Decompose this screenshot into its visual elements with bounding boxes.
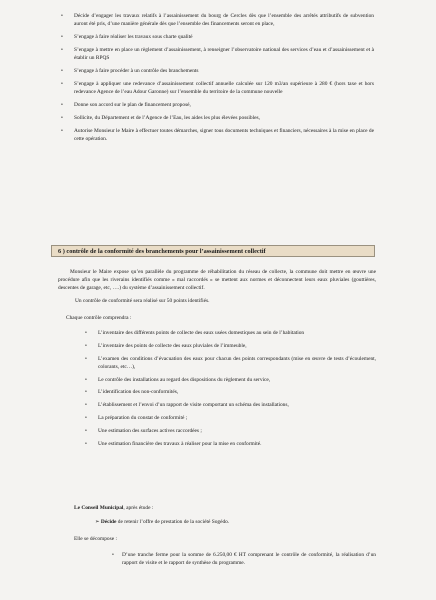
council-label: Le Conseil Municipal (74, 505, 124, 511)
bullet-icon: • (112, 552, 114, 558)
list-item-text: Autorise Monsieur le Maire à effectuer toutes démarches, signer tous documents techniques et financiers, nécessaires à la mise en place de cette opération. (74, 127, 374, 143)
bullet-icon: • (61, 127, 63, 134)
tranche-item (112, 551, 376, 567)
list-item-text: L’inventaire des points de collecte des eaux pluviales de l’immeuble, (98, 342, 247, 349)
list-item-text: S’engage à appliquer une redevance d’assainissement collectif annuelle calculée sur 120 m3/an supérieure à 280 € (hors taxe et hors redevance Agence de l’eau Adour Garonne) sur l’ensemble du territoire de la commune nouvelle (74, 80, 374, 96)
list-item (82, 401, 376, 409)
tranche-text: D’une tranche ferme pour la somme de 6.250,00 € HT comprenant le contrôle de conformité, la réalisation d’un rapport de visite et le rapport de synthèse du programme. (122, 552, 376, 566)
list-item (58, 33, 374, 41)
list-item (82, 414, 376, 422)
bullet-icon: • (61, 68, 63, 75)
bullet-icon: • (61, 114, 63, 121)
intro-paragraph: Monsieur le Maire expose qu’en parallèle du programme de réhabilitation du réseau de collecte, la commune doit mettre en œuvre une procédure afin que les riverains identifiés comme « mal raccordés » se mettent aux normes et déconnectent leurs eaux pluviales (gouttières, descentes de garage, etc, ….) du système d’assainissement collectif. (58, 269, 376, 291)
list-item-text: Une estimation des surfaces actives raccordées ; (98, 427, 202, 434)
bullet-icon: • (61, 46, 63, 53)
list-item-text: Décide d’engager les travaux relatifs à l’assainissement du bourg de Cercles dès que l’ensemble des arrêtés attributifs de subvention auront été pris, d’une manière générale dès que l’ensemble des financements seront en place, (74, 13, 374, 28)
list-item (82, 376, 376, 384)
bullet-icon: • (61, 102, 63, 109)
bullet-icon: • (61, 34, 63, 41)
list-item (82, 388, 376, 396)
bullet-icon: • (61, 13, 63, 19)
list-item-text: Sollicite, du Département et de l’Agence de l’Eau, les aides les plus élevées possibles, (74, 114, 260, 121)
list-item (58, 114, 374, 122)
list-item (58, 101, 374, 109)
section-heading: 6 ) contrôle de la conformité des branchements pour l’assainissement collectif (51, 245, 375, 257)
bullet-icon: • (61, 80, 63, 87)
list-item (58, 127, 374, 143)
resolution-bullet-list (58, 12, 374, 148)
bullet-icon: • (85, 389, 87, 396)
list-item (82, 355, 376, 371)
list-item (58, 46, 374, 62)
list-item (58, 67, 374, 75)
list-item-text: S’engage à faire procéder à un contrôle des branchements (74, 68, 199, 75)
decision-word: Décide (100, 519, 117, 525)
list-item-text: L’inventaire des différents points de collecte des eaux usées domestiques au sein de l’habitation (98, 330, 305, 336)
control-includes-label: Chaque contrôle comprendra : (66, 315, 132, 321)
bullet-icon: • (85, 427, 87, 434)
bullet-icon: • (85, 376, 87, 383)
list-item-text: La préparation du constat de conformité ; (98, 414, 188, 421)
list-item-text: L’établissement et l’envoi d’un rapport de visite comportant un schéma des installations, (98, 402, 289, 409)
list-item (82, 329, 376, 337)
list-item-text: L’examen des conditions d’évacuation des eaux pour chacun des points correspondants (mise en œuvre de tests d’écoulement, colorants, etc…), (98, 355, 376, 370)
list-item (82, 440, 376, 448)
control-items-list (82, 329, 376, 452)
bullet-icon: • (85, 342, 87, 349)
bullet-icon: • (85, 330, 87, 336)
list-item-text: Le contrôle des installations au regard des dispositions du règlement du service, (98, 376, 271, 383)
list-item-text: S’engage à faire réaliser les travaux sous charte qualité (74, 34, 193, 41)
decision-rest: de retenir l’offre de prestation de la société Sogédo. (116, 519, 230, 525)
list-item (58, 80, 374, 96)
list-item-text: S’engage à mettre en place un règlement d’assainissement, à renseigner l’observatoire national des services d’eau et d’assainissement et à établir un RPQS (74, 46, 374, 62)
bullet-icon: • (85, 355, 87, 362)
arrow-bullet-icon: ➢ (95, 519, 101, 525)
list-item (82, 427, 376, 435)
list-item (82, 342, 376, 350)
decision-line (95, 518, 229, 526)
decompose-label: Elle se décompose : (74, 536, 117, 542)
list-item-text: Donne son accord sur le plan de financement proposé, (74, 102, 191, 109)
list-item (58, 12, 374, 28)
council-line (74, 504, 153, 512)
bullet-icon: • (85, 414, 87, 421)
list-item-text: L’identification des non-conformités, (98, 389, 179, 396)
bullet-icon: • (85, 440, 87, 447)
council-suffix: , après étude : (123, 505, 154, 511)
list-item-text: Une estimation financière des travaux à réaliser pour la mise en conformité. (98, 440, 262, 447)
bullet-icon: • (85, 402, 87, 409)
control-sentence: Un contrôle de conformité sera réalisé sur 50 points identifiés. (75, 298, 210, 304)
